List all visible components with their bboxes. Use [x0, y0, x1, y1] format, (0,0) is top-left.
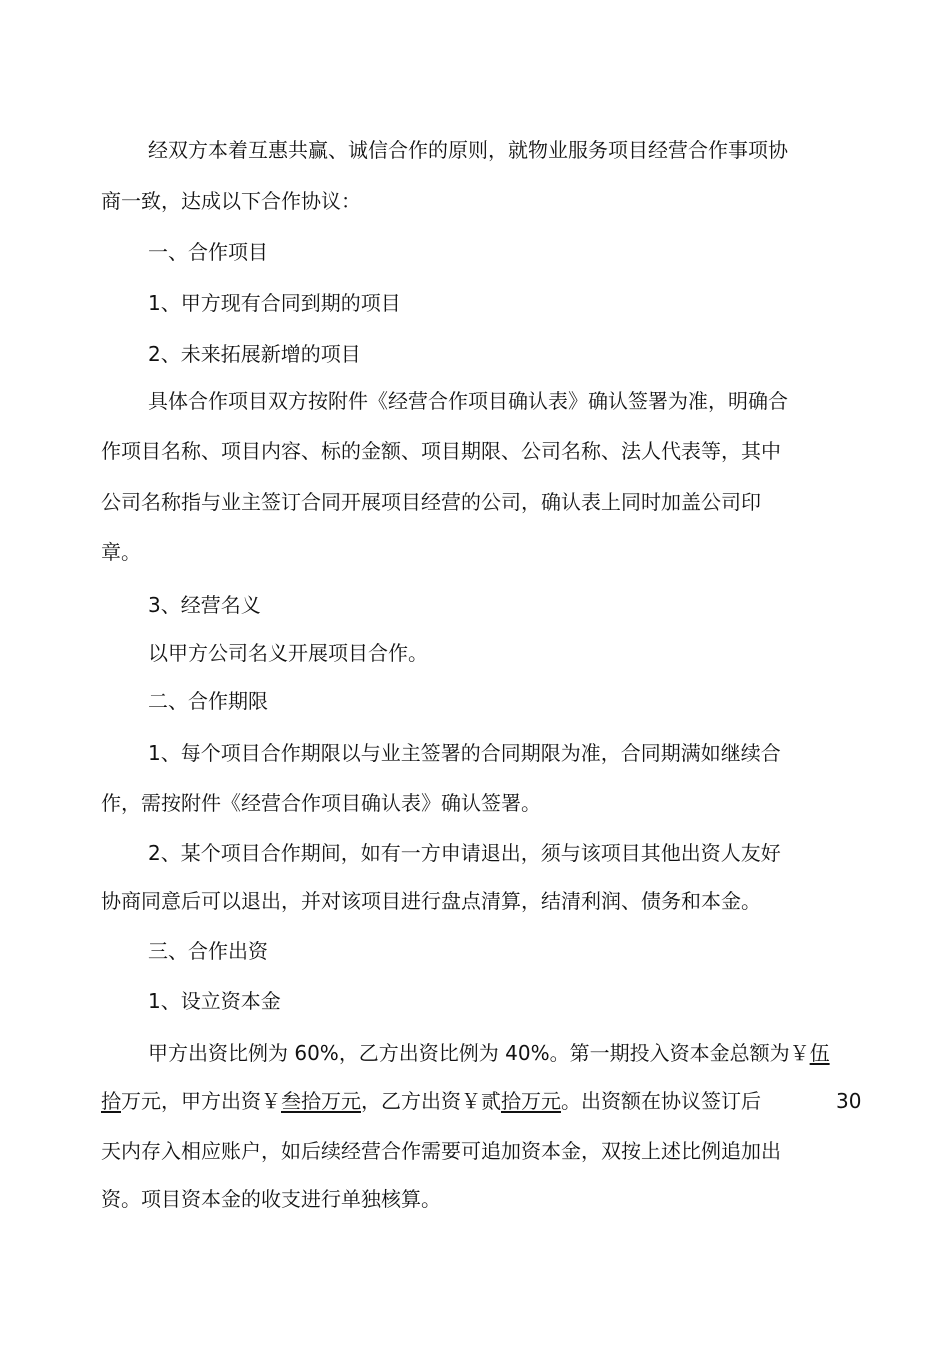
capital-text-a1: 甲方出资比例为	[148, 1041, 295, 1065]
capital-text-a3: ，乙方出资比例为	[338, 1041, 506, 1065]
section-1-para-line-4: 章。	[101, 540, 141, 564]
capital-line-4: 资。项目资本金的收支进行单独核算。	[101, 1187, 441, 1211]
section-2-heading: 二、合作期限	[148, 689, 268, 713]
section-3-heading: 三、合作出资	[148, 939, 268, 963]
capital-text-b7: 。出资额在协议签订后	[561, 1089, 761, 1113]
section-1-para-line-1: 具体合作项目双方按附件《经营合作项目确认表》确认签署为准，明确合	[148, 389, 788, 413]
capital-line-3: 天内存入相应账户，如后续经营合作需要可追加资本金，双按上述比例追加出	[101, 1139, 781, 1163]
capital-text-b5: ，乙方出资￥贰	[361, 1089, 501, 1113]
total-capital-amount-1: 伍	[809, 1041, 830, 1065]
section-2-p2-line-2: 协商同意后可以退出，并对该项目进行盘点清算，结清利润、债务和本金。	[101, 889, 761, 913]
intro-line-1: 经双方本着互惠共赢、诚信合作的原则，就物业服务项目经营合作事项协	[148, 138, 788, 162]
section-2-p1-line-1: 1、每个项目合作期限以与业主签署的合同期限为准，合同期满如继续合	[148, 741, 781, 765]
section-2-p2-line-1: 2、某个项目合作期间，如有一方申请退出，须与该项目其他出资人友好	[148, 841, 781, 865]
intro-line-2: 商一致，达成以下合作协议：	[101, 189, 361, 213]
section-1-item-3: 3、经营名义	[148, 593, 261, 617]
section-2-p1-line-2: 作，需按附件《经营合作项目确认表》确认签署。	[101, 791, 541, 815]
section-1-item-2: 2、未来拓展新增的项目	[148, 342, 361, 366]
party-a-amount-unit: 万元	[321, 1089, 361, 1113]
total-capital-amount-2: 拾	[101, 1089, 121, 1113]
party-a-amount: 叁拾	[281, 1089, 321, 1113]
section-1-para-line-3: 公司名称指与业主签订合同开展项目经营的公司，确认表上同时加盖公司印	[101, 490, 761, 514]
capital-text-a5: 。第一期投入资本金总额为￥	[549, 1041, 810, 1065]
capital-line-2	[101, 1088, 761, 1114]
section-1-heading: 一、合作项目	[148, 240, 268, 264]
section-1-item-1: 1、甲方现有合同到期的项目	[148, 291, 401, 315]
party-b-amount: 拾万元	[501, 1089, 561, 1113]
section-1-para-line-2: 作项目名称、项目内容、标的金额、项目期限、公司名称、法人代表等，其中	[101, 439, 781, 463]
party-a-ratio: 60%	[294, 1041, 339, 1065]
capital-text-b2: 万元，甲方出资￥	[121, 1089, 281, 1113]
deposit-days: 30	[836, 1089, 862, 1113]
section-3-item-1: 1、设立资本金	[148, 989, 281, 1013]
party-b-ratio: 40%	[505, 1041, 550, 1065]
capital-line-1	[148, 1040, 830, 1066]
section-1-item-3-text: 以甲方公司名义开展项目合作。	[148, 641, 428, 665]
